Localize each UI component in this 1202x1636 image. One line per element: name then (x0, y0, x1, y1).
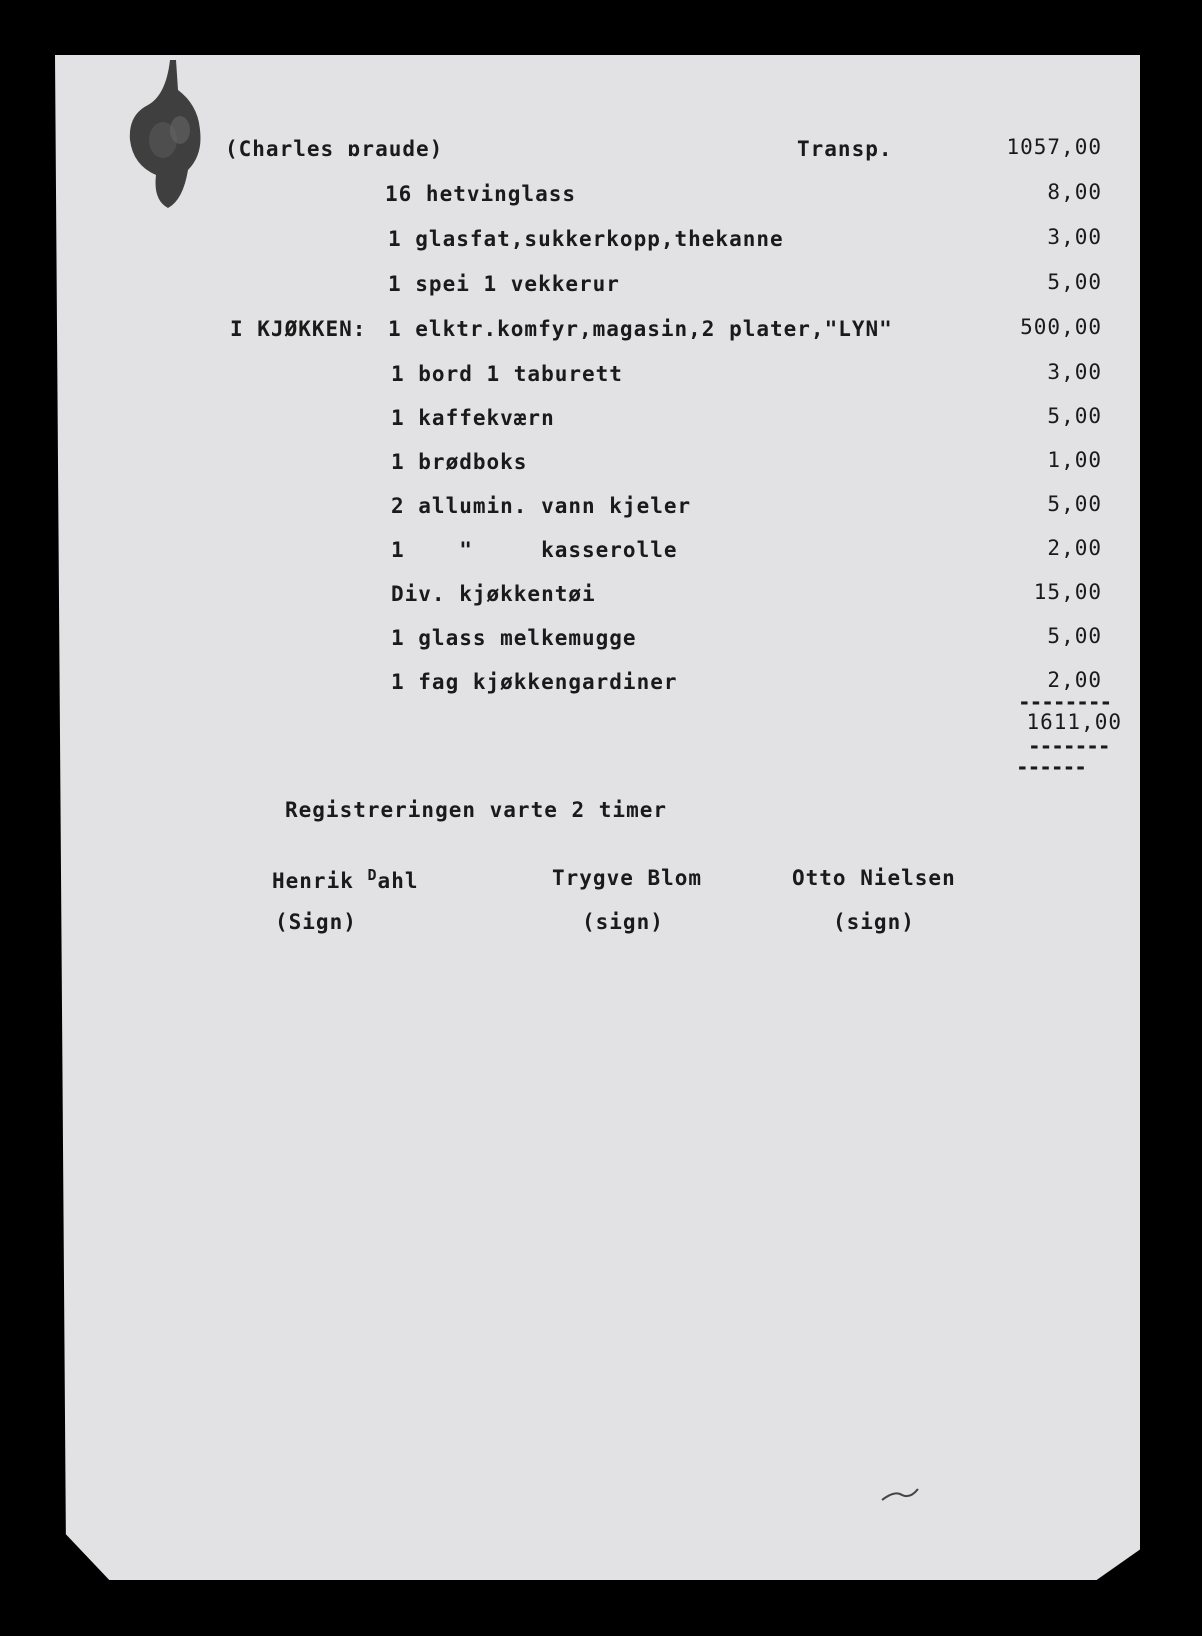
signer-name: Trygve Blom (552, 866, 703, 890)
registration-note: Registreringen varte 2 timer (285, 798, 668, 822)
signer-name (272, 866, 418, 893)
list-item: 1 spei 1 vekkerur (388, 272, 620, 296)
signer-first: Henrik (272, 869, 368, 893)
list-item: 1 fag kjøkkengardiner (391, 670, 678, 694)
list-item: 1 glass melkemugge (391, 626, 637, 650)
list-item-amount: 2,00 (1047, 536, 1102, 560)
signer-name: Otto Nielsen (792, 866, 956, 890)
list-item: 1 brødboks (391, 450, 528, 474)
list-item: Div. kjøkkentøi (391, 582, 596, 606)
signer-sup: D (367, 866, 378, 884)
owner-name: (Charles ɒraude) (225, 137, 444, 161)
signer-sign: (Sign) (275, 910, 357, 934)
list-item-amount: 500,00 (1020, 315, 1102, 339)
list-item: 1 bord 1 taburett (391, 362, 623, 386)
list-item-amount: 15,00 (1033, 580, 1102, 604)
list-item-amount: 8,00 (1047, 180, 1102, 204)
ink-smudge-icon (118, 60, 218, 210)
total-rule-top: -------- (1018, 690, 1112, 714)
list-item-amount: 3,00 (1047, 360, 1102, 384)
pencil-mark-icon (880, 1485, 920, 1505)
list-item-amount: 1,00 (1047, 448, 1102, 472)
total-rule-bottom: ------ (1016, 755, 1086, 779)
list-item-amount: 3,00 (1047, 225, 1102, 249)
transport-amount: 1057,00 (1006, 135, 1102, 159)
signer-sign: (sign) (582, 910, 664, 934)
list-item-amount: 5,00 (1047, 624, 1102, 648)
signer-rest: ahl (377, 869, 419, 893)
list-item-amount: 5,00 (1047, 492, 1102, 516)
list-item-amount: 2,00 (1047, 668, 1102, 692)
list-item: 1 kaffekværn (391, 406, 555, 430)
transport-label: Transp. (797, 137, 893, 161)
list-item: 1 " kasserolle (391, 538, 678, 562)
total-amount: 1611,00 (1026, 710, 1122, 734)
list-item-amount: 5,00 (1047, 404, 1102, 428)
signer-sign: (sign) (833, 910, 915, 934)
list-item: 16 hetvinglass (385, 182, 577, 206)
total-rule-mid: ------- (1028, 734, 1110, 758)
list-item-amount: 5,00 (1047, 270, 1102, 294)
list-item: 2 allumin. vann kjeler (391, 494, 692, 518)
section-label: I KJØKKEN: (230, 317, 367, 341)
list-item: 1 elktr.komfyr,magasin,2 plater,"LYN" (388, 317, 893, 341)
list-item: 1 glasfat,sukkerkopp,thekanne (388, 227, 784, 251)
